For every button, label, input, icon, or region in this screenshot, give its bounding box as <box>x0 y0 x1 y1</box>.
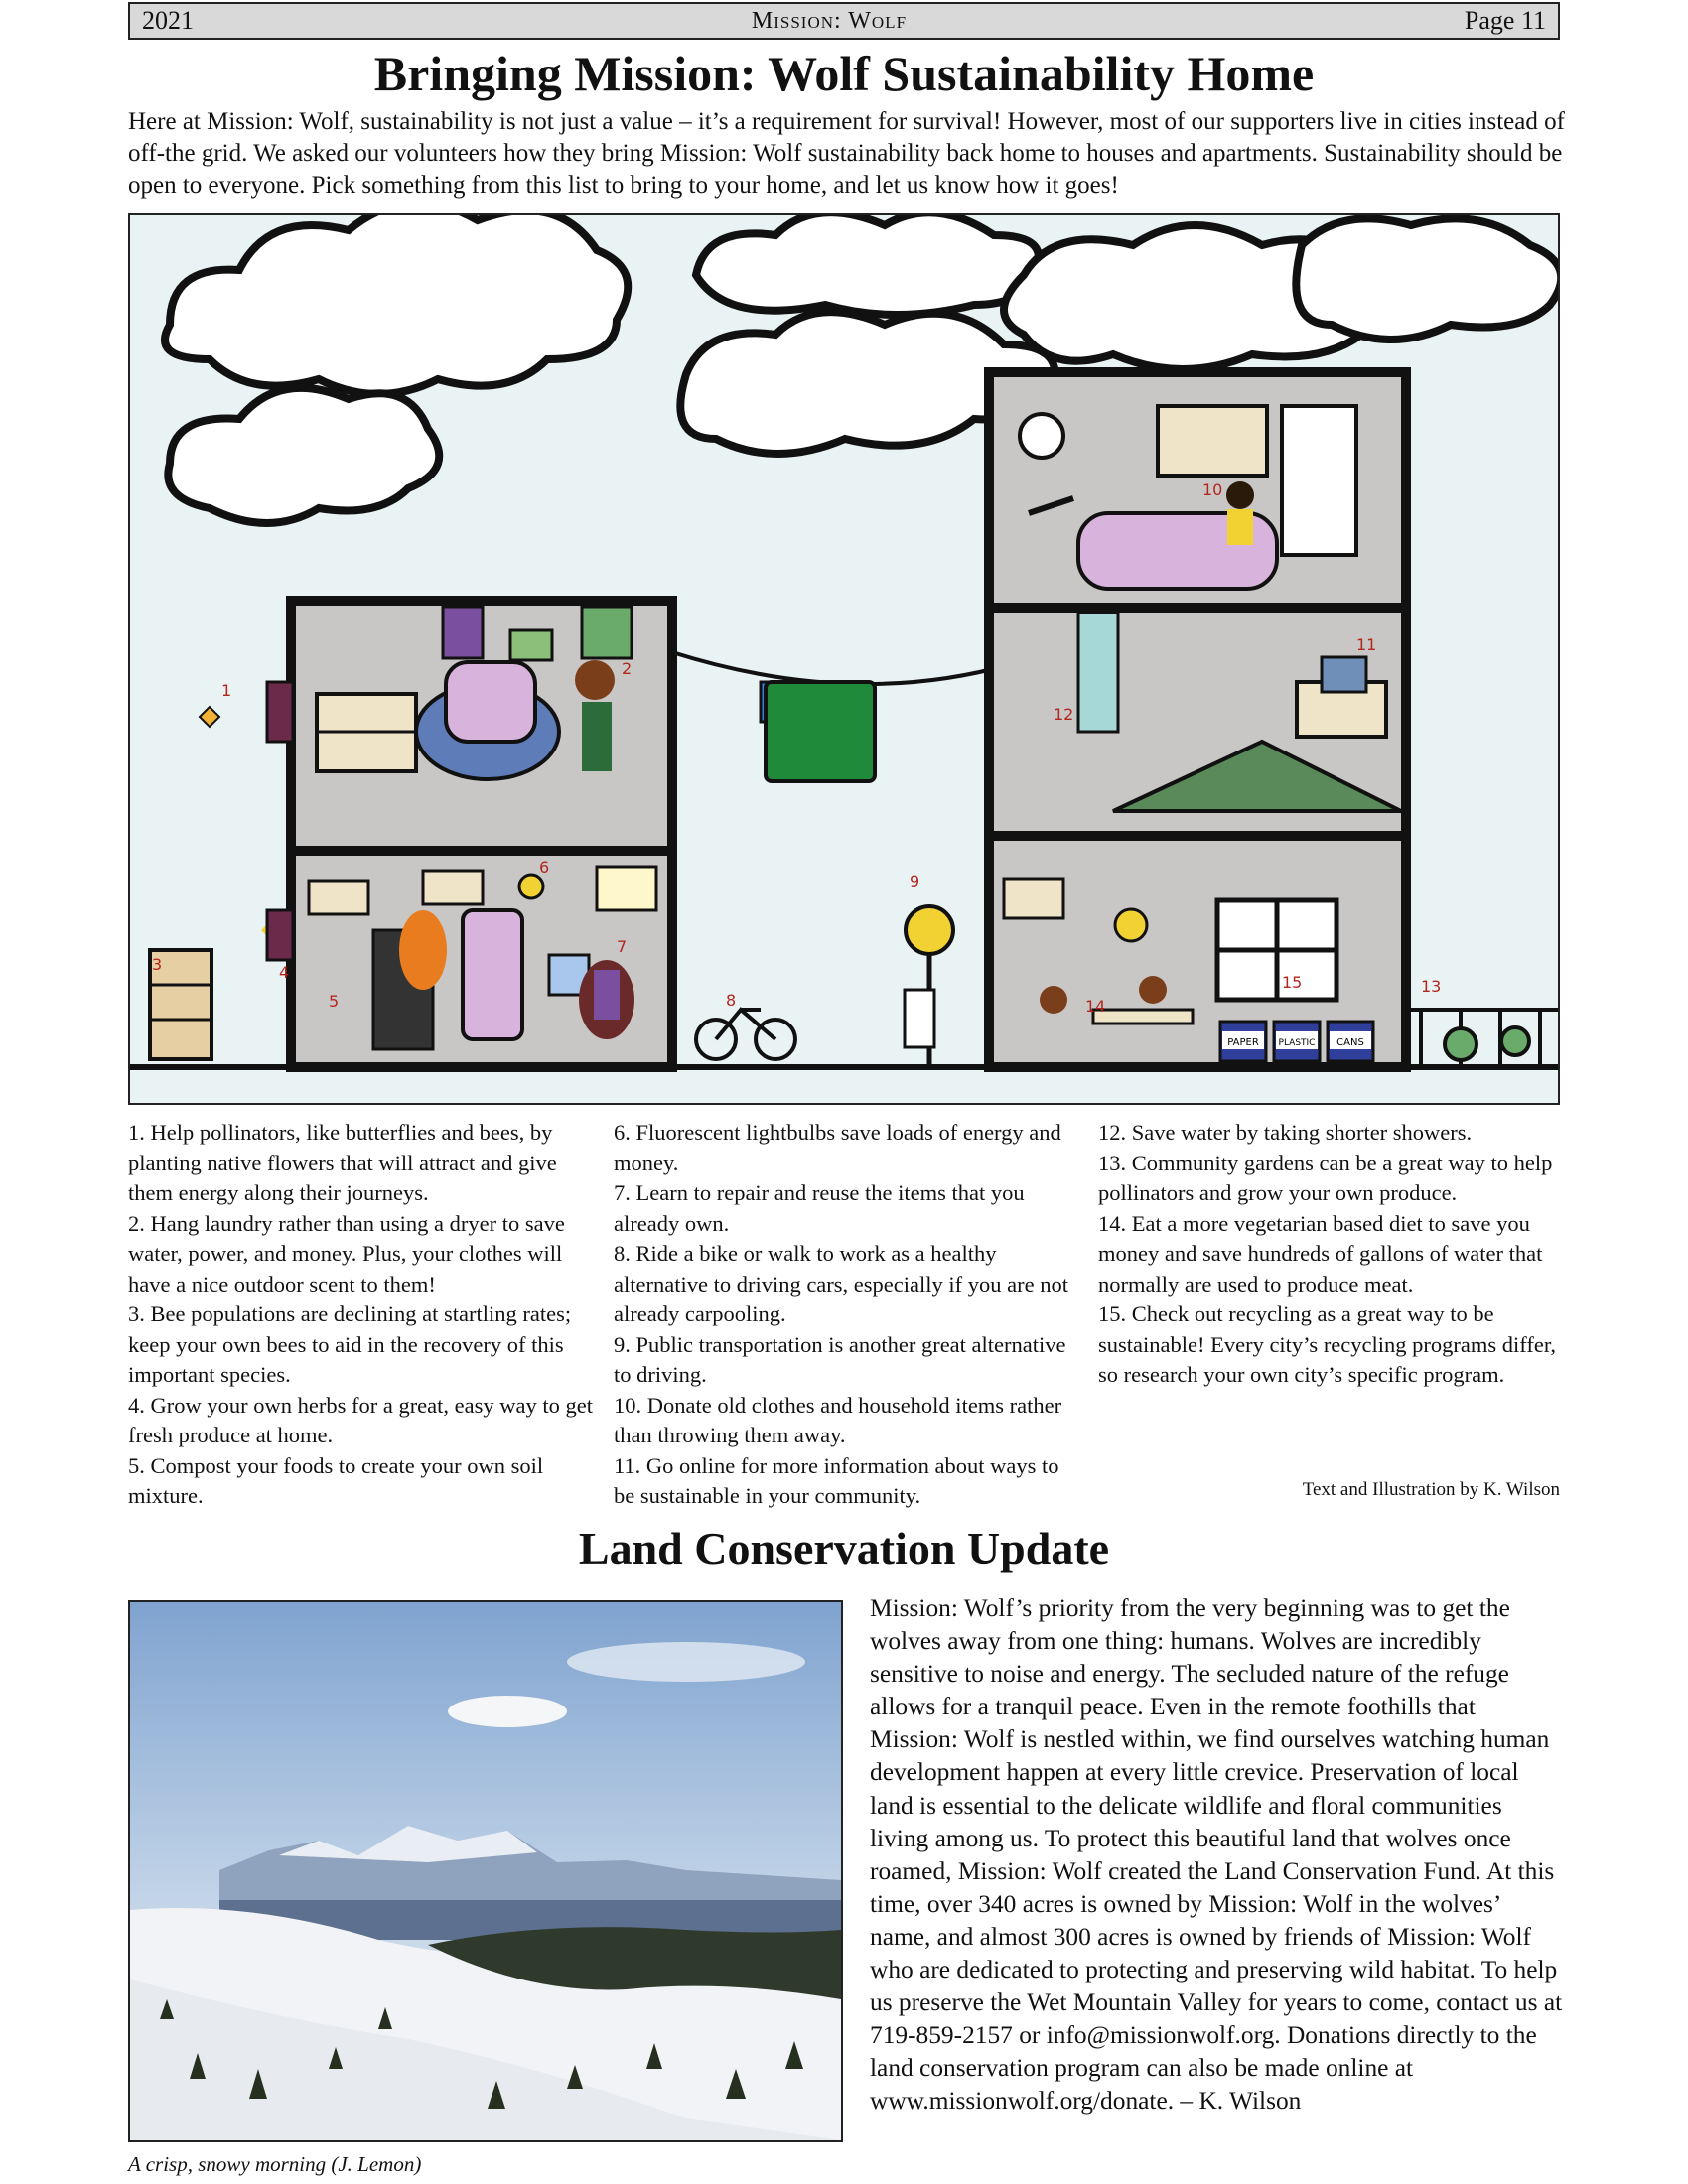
tip-item: 12. Save water by taking shorter showers. <box>1098 1120 1473 1145</box>
article-title-sustainability: Bringing Mission: Wolf Sustainability Home <box>373 46 1315 101</box>
sustainability-illustration <box>128 213 1560 1105</box>
tip-item: 10. Donate old clothes and household items rather than throwing them away. <box>614 1392 1062 1447</box>
svg-text:7: 7 <box>617 937 628 956</box>
svg-text:5: 5 <box>329 992 340 1011</box>
header-year: 2021 <box>142 6 194 35</box>
page-header <box>128 2 1560 40</box>
garden-fence <box>1411 1010 1558 1067</box>
article-title-land-conservation: Land Conservation Update <box>578 1523 1110 1573</box>
tip-item: 3. Bee populations are declining at startling rates; keep your own bees to aid in the recovery of this important species. <box>128 1301 572 1387</box>
flower-box <box>200 682 293 960</box>
tip-item: 5. Compost your foods to create your own soil mixture. <box>128 1452 544 1508</box>
tip-item: 1. Help pollinators, like butterflies and bees, by planting native flowers that will attract and give them energy along their journeys. <box>128 1120 557 1205</box>
svg-text:1: 1 <box>221 681 232 700</box>
bike-icon <box>696 1010 795 1059</box>
tip-item: 11. Go online for more information about ways to be sustainable in your community. <box>614 1452 1059 1508</box>
snowy-landscape-photo <box>128 1600 843 2142</box>
tip-item: 13. Community gardens can be a great way to help pollinators and grow your own produce. <box>1098 1150 1553 1205</box>
bin-label-cans: CANS <box>1336 1037 1364 1048</box>
tips-column-3 <box>1098 1118 1565 1391</box>
svg-text:3: 3 <box>152 955 163 974</box>
tip-item: 8. Ride a bike or walk to work as a healthy alternative to driving cars, especially if you are not already carpooling. <box>614 1241 1068 1326</box>
svg-text:9: 9 <box>910 872 920 890</box>
svg-text:12: 12 <box>1054 705 1074 724</box>
bin-label-plastic: PLASTIC <box>1278 1038 1316 1048</box>
svg-text:8: 8 <box>726 991 737 1010</box>
article-intro: Here at Mission: Wolf, sustainability is not just a value – it’s a requirement for survival! However, most of our supporters live in cities instead of off-the grid. We asked our volunteers how they bring Mission: Wolf sustainability back home to houses and apartments. Sustainability should be open to everyone. Pick something from this list to bring to your home, and let us know how it goes! <box>128 108 1565 199</box>
recycling-bins <box>1220 1022 1373 1061</box>
svg-text:14: 14 <box>1085 997 1106 1016</box>
photo-caption: A crisp, snowy morning (J. Lemon) <box>128 2152 422 2176</box>
right-house <box>989 372 1406 1067</box>
svg-text:11: 11 <box>1356 635 1377 654</box>
svg-text:2: 2 <box>622 659 633 678</box>
masthead: Mission: Wolf <box>751 7 908 34</box>
tip-item: 9. Public transportation is another great alternative to driving. <box>614 1331 1066 1387</box>
bin-label-paper: PAPER <box>1227 1037 1259 1048</box>
svg-text:13: 13 <box>1421 977 1442 996</box>
tip-item: 14. Eat a more vegetarian based diet to save you money and save hundreds of gallons of water that normally are used to produce meat. <box>1098 1210 1543 1297</box>
svg-text:6: 6 <box>539 858 550 877</box>
clock-icon <box>1020 414 1063 458</box>
svg-text:15: 15 <box>1282 973 1303 992</box>
tip-item: 7. Learn to repair and reuse the items that you already own. <box>614 1180 1025 1236</box>
tip-item: 4. Grow your own herbs for a great, easy way to get fresh produce at home. <box>128 1392 593 1447</box>
illustration-credit: Text and Illustration by K. Wilson <box>1302 1479 1560 1500</box>
bus-stop <box>905 906 953 1067</box>
left-house <box>291 601 672 1067</box>
tip-item: 6. Fluorescent lightbulbs save loads of energy and money. <box>614 1120 1061 1175</box>
svg-text:4: 4 <box>279 963 290 982</box>
tip-item: 15. Check out recycling as a great way to be sustainable! Every city’s recycling programs differ, so research your own city’s specific program. <box>1098 1301 1557 1387</box>
svg-text:10: 10 <box>1202 480 1223 499</box>
page-number: Page 11 <box>1464 6 1546 35</box>
tips-column-1 <box>128 1118 595 1512</box>
tips-column-2 <box>614 1118 1080 1512</box>
tip-item: 2. Hang laundry rather than using a dryer to save water, power, and money. Plus, your clothes will have a nice outdoor scent to them! <box>128 1210 565 1297</box>
land-conservation-body: Mission: Wolf’s priority from the very beginning was to get the wolves away from one thing: humans. Wolves are incredibly sensitive to noise and energy. The secluded nature of the refuge allows for a tranquil peace. Even in the remote foothills that Mission: Wolf is nestled within, we find ourselves watching human development happen at every little crevice. Preservation of local land is essential to the delicate wildlife and floral communities living among us. To protect this beautiful land that wolves once roamed, Mission: Wolf created the Land Conservation Fund. At this time, over 340 acres is owned by Mission: Wolf in the wolves’ name, and almost 300 acres is owned by friends of Mission: Wolf who are dedicated to protecting and preserving wild habitat. To help us preserve the Wet Mountain Valley for years to come, contact us at 719-859-2157 or info@missionwolf.org. Donations directly to the land conservation program can also be made online at www.missionwolf.org/donate. – K. Wilson <box>870 1594 1563 2116</box>
